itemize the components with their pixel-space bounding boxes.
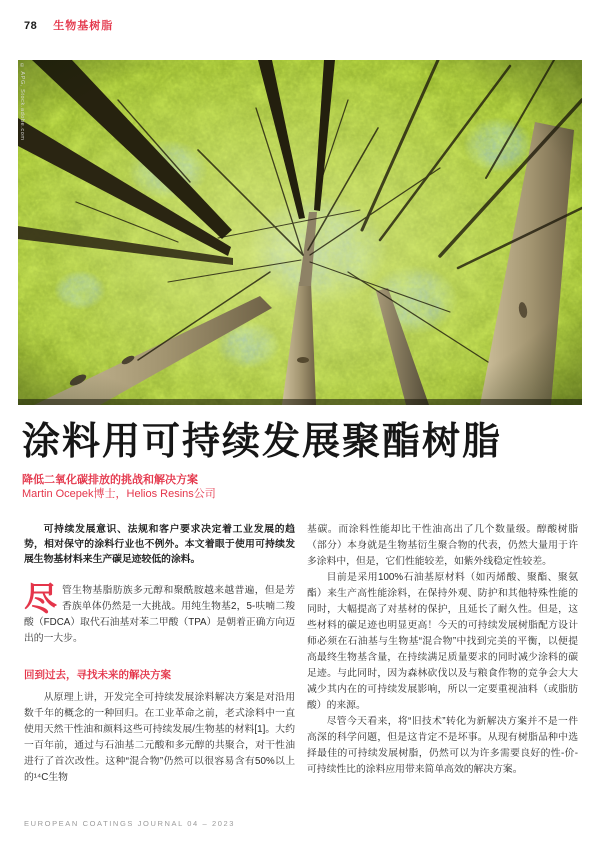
journal-footer: EUROPEAN COATINGS JOURNAL 04 – 2023 — [24, 819, 236, 828]
body-paragraph: 目前是采用100%石油基原材料（如丙烯酸、聚酯、聚氨酯）来生产高性能涂料，在保持外观、防护和其他特殊性能的同时，大幅提高了对基材的保护，且延长了耐久性。但是，这些材料的碳足迹也明显更高！今天的可持续发展树脂配方设计师必须在石油基与生物基“混合物”中找到完美的平衡，以便提高最终生物基含量，在持续满足质量要求的同时减少涂料的碳足迹。与此同时，因为森林砍伐以及与粮食作物的竞争会大大减少其内在的可持续发展影响，所以一定要重视油料（或脂肪酸）的来源。 — [307, 572, 578, 711]
page-header — [24, 17, 113, 33]
article-subtitle: 降低二氧化碳排放的挑战和解决方案 — [22, 474, 198, 486]
article-author: Martin Ocepek博士，Helios Resins公司 — [22, 488, 216, 500]
body-paragraph: 从原理上讲，开发完全可持续发展涂料解决方案是对沿用数千年的概念的一种回归。在工业革命之前，老式涂料中一直使用天然干性油和颜料这些可持续发展/生物基的材料[1]。大约一百年前，通过与石油基二元酸和多元醇的共聚合，对干性油进行了首次改性。这种“混合物”仍然可以很容易含有50%以上的¹⁴C生物 — [24, 692, 295, 783]
article-body — [24, 522, 578, 786]
column-left — [24, 522, 295, 786]
photo-credit: © APG, Stock.adobe.com — [19, 63, 25, 141]
photo-vignette — [18, 60, 582, 405]
drop-cap: 尽 — [24, 580, 57, 617]
body-paragraph: 基碳。而涂料性能却比干性油高出了几个数量级。醇酸树脂（部分）本身就是生物基衍生聚合物的代表，仍然大量用于许多涂料中，但是，它们性能较差，如紫外线稳定性较差。 — [307, 524, 578, 567]
column-right — [307, 522, 578, 786]
page-number: 78 — [24, 20, 38, 32]
article-header — [22, 420, 578, 501]
body-paragraph: 尽管今天看来，将“旧技术”转化为新解决方案并不是一件高深的科学问题，但是这肯定不是坏事。从现有树脂品种中选择最佳的可持续发展树脂，仍然可以为许多需要良好的性-价-可持续性比的涂料应用带来简单高效的解决方案。 — [307, 716, 578, 775]
article-title: 涂料用可持续发展聚酯树脂 — [22, 421, 503, 463]
intro-paragraph: 可持续发展意识、法规和客户要求决定着工业发展的趋势，相对保守的涂料行业也不例外。本文着眼于使用可持续发展生物基材料来生产碳足迹较低的涂料。 — [24, 524, 295, 565]
forest-canopy-photo — [18, 60, 582, 405]
lead-paragraph-text: 管生物基脂肪族多元醇和聚酰胺越来越普遍，但是芳香族单体仍然是一大挑战。用纯生物基2，5-呋喃二羧酸（FDCA）取代石油基对苯二甲酸（TPA）是朝着正确方向迈出的一大步。 — [24, 585, 295, 644]
forest-canopy-illustration — [18, 60, 582, 405]
section-label: 生物基树脂 — [53, 20, 114, 32]
section-heading: 回到过去，寻找未来的解决方案 — [24, 669, 171, 681]
lead-paragraph — [24, 580, 295, 647]
